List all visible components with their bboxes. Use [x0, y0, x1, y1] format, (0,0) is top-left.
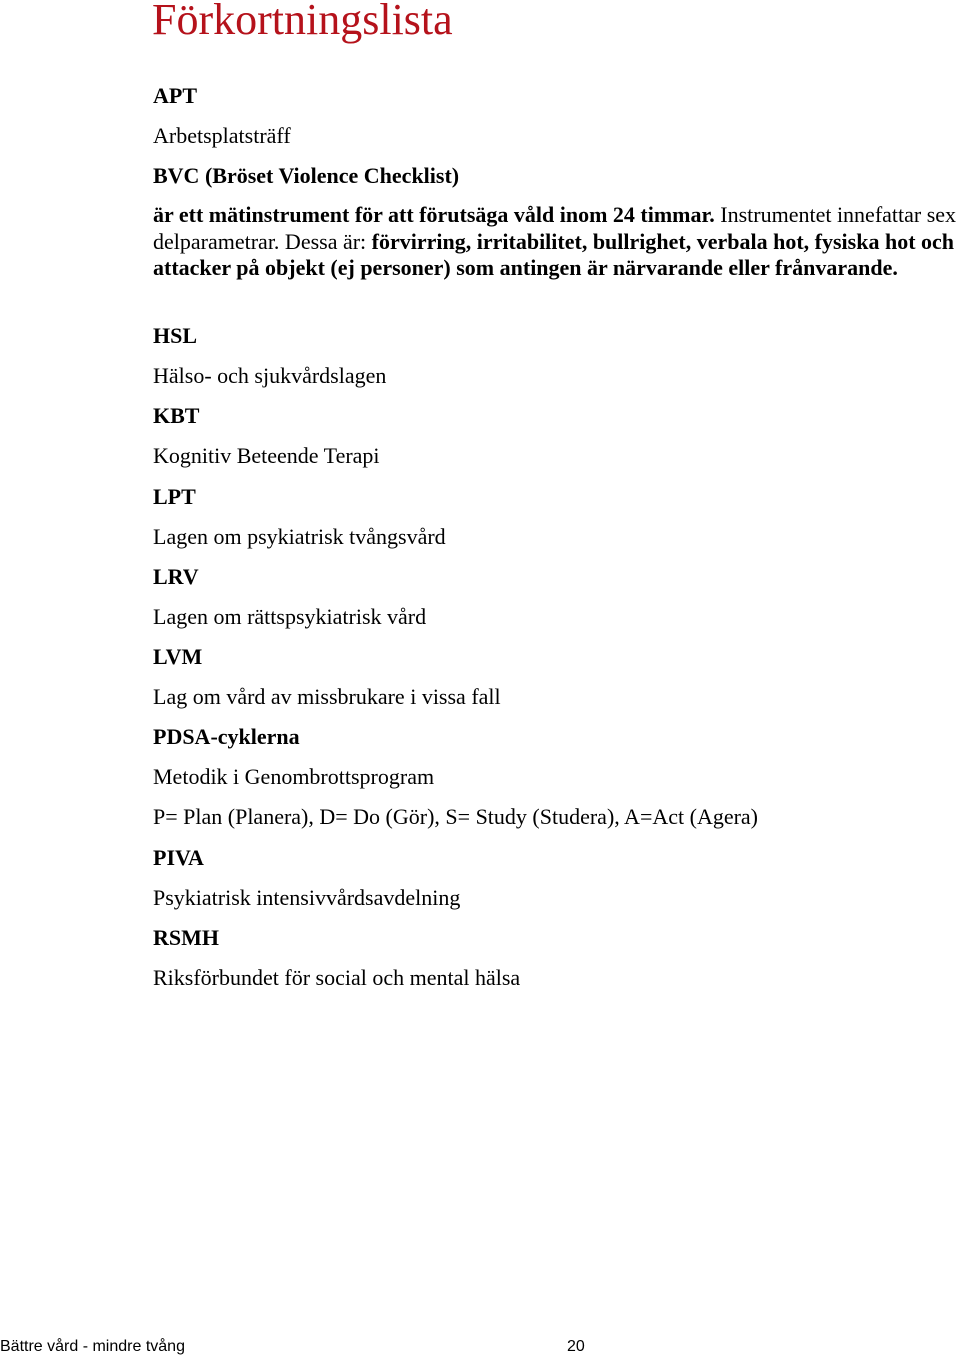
abbr-kbt: KBT — [153, 403, 200, 428]
def-pdsa: Metodik i Genombrottsprogram — [153, 764, 435, 789]
abbr-lvm: LVM — [153, 644, 203, 669]
def-kbt: Kognitiv Beteende Terapi — [153, 443, 380, 468]
def-rsmh: Riksförbundet för social och mental hälsa — [153, 965, 521, 990]
def-hsl: Hälso- och sjukvårdslagen — [153, 363, 387, 388]
footer-page-number: 20 — [567, 1338, 585, 1355]
bvc-desc-part-1: är ett mätinstrument för att förutsäga våld inom 24 timmar. — [153, 202, 715, 227]
abbr-pdsa: PDSA-cyklerna — [153, 724, 300, 749]
page-title: Förkortningslista — [152, 0, 453, 44]
def-lvm: Lag om vård av missbrukare i vissa fall — [153, 684, 501, 709]
abbr-piva: PIVA — [153, 845, 204, 870]
abbr-hsl: HSL — [153, 323, 198, 348]
def-lrv: Lagen om rättspsykiatrisk vård — [153, 604, 427, 629]
bvc-description — [153, 202, 958, 282]
footer-document-title: Bättre vård - mindre tvång — [0, 1338, 185, 1355]
abbr-apt: APT — [153, 83, 197, 108]
abbr-lpt: LPT — [153, 484, 196, 509]
bvc-desc-part-3: förvirring, irritabilitet, bullrighet, verbala hot, fysiska hot och attacker på objekt (ej personer) som antingen är närvarande eller frånvarande. — [153, 228, 955, 280]
def-piva: Psykiatrisk intensivvårdsavdelning — [153, 885, 461, 910]
bvc-desc-part-2: Instrumentet innefattar sex delparametrar. Dessa är: — [153, 202, 957, 254]
abbr-lrv: LRV — [153, 564, 199, 589]
abbr-bvc: BVC (Bröset Violence Checklist) — [153, 163, 460, 188]
abbr-rsmh: RSMH — [153, 925, 219, 950]
def-pdsa-expansion: P= Plan (Planera), D= Do (Gör), S= Study (Studera), A=Act (Agera) — [153, 804, 759, 829]
def-lpt: Lagen om psykiatrisk tvångsvård — [153, 524, 446, 549]
def-apt: Arbetsplatsträff — [153, 123, 291, 148]
